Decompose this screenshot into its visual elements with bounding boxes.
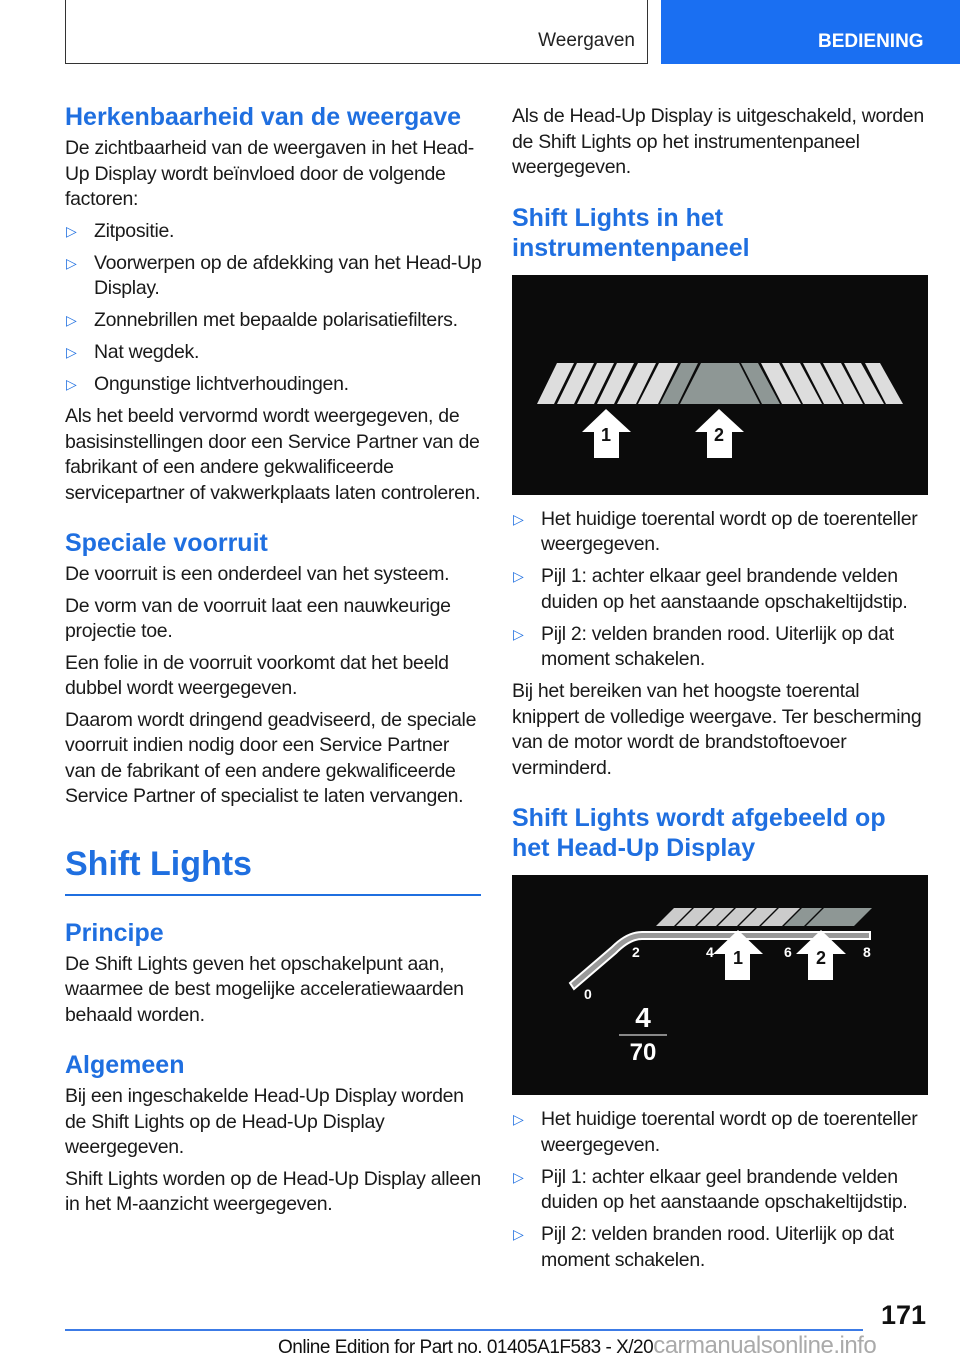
paragraph: Shift Lights worden op de Head-Up Display alleen in het M-aanzicht weergegeven. bbox=[65, 1167, 481, 1215]
cluster-explanation-list bbox=[512, 507, 930, 673]
list-item: ▷ Het huidige toerental wordt op de toerenteller weergegeven. bbox=[513, 1108, 918, 1156]
edition-text: Online Edition for Part no. 01405A1F583 - X/20 bbox=[278, 1337, 654, 1358]
scale-label: 2 bbox=[632, 944, 640, 960]
triangle-bullet-icon: ▷ bbox=[66, 254, 77, 271]
list-item: ▷ Ongunstige lichtverhoudingen. bbox=[65, 372, 483, 398]
paragraph: Bij het bereiken van het hoogste toerental knippert de volledige weergave. Ter bescherming van de motor wordt de brandstoftoevoer verminderd. bbox=[512, 680, 922, 779]
triangle-bullet-icon: ▷ bbox=[513, 1168, 524, 1185]
heading-windscreen: Speciale voorruit bbox=[65, 529, 268, 557]
arrow-2-label: 2 bbox=[713, 424, 725, 445]
triangle-bullet-icon: ▷ bbox=[66, 376, 77, 392]
triangle-bullet-icon: ▷ bbox=[513, 625, 524, 642]
triangle-bullet-icon: ▷ bbox=[66, 222, 77, 239]
triangle-bullet-icon: ▷ bbox=[513, 1226, 524, 1242]
triangle-bullet-icon: ▷ bbox=[66, 312, 77, 328]
triangle-bullet-icon: ▷ bbox=[513, 568, 524, 584]
paragraph: De zichtbaarheid van de weergaven in het Head-Up Display wordt beïnvloed door de volgende factoren: bbox=[65, 137, 474, 210]
cluster-shift-lights-figure bbox=[512, 275, 928, 495]
heading-principle: Principe bbox=[65, 918, 164, 947]
triangle-bullet-icon: ▷ bbox=[513, 1111, 524, 1127]
shift-light-segments bbox=[656, 908, 872, 926]
speed-indicator: 70 bbox=[629, 1039, 657, 1066]
scale-label: 0 bbox=[584, 986, 592, 1002]
list-item: ▷ Het huidige toerental wordt op de toerenteller weergegeven. bbox=[513, 507, 918, 555]
arrow-1-label: 1 bbox=[600, 424, 612, 445]
right-column bbox=[512, 104, 930, 1280]
heading-hud: Shift Lights wordt afgebeeld op het Head-Up Display bbox=[512, 804, 886, 862]
arrow-2-icon bbox=[695, 409, 744, 458]
heading-visibility: Herkenbaarheid van de weergave bbox=[65, 103, 462, 131]
list-item: ▷ Pijl 1: achter elkaar geel brandende velden duiden op het aanstaande opschakeltijdstip. bbox=[513, 565, 908, 613]
gear-speed-divider bbox=[619, 1034, 667, 1036]
header-box bbox=[65, 0, 648, 64]
heading-cluster: Shift Lights in het instrumentenpaneel bbox=[512, 203, 750, 262]
list-item: ▷ Zonnebrillen met bepaalde polarisatiefilters. bbox=[65, 308, 483, 334]
scale-label: 8 bbox=[863, 944, 871, 960]
list-item: ▷ Zitpositie. bbox=[65, 219, 483, 245]
shift-light-segments bbox=[537, 363, 903, 404]
paragraph: Daarom wordt dringend geadviseerd, de speciale voorruit indien nodig door een Service Partner van de fabrikant of een andere gekwalificeerde Service Partner of specialist te laten vervangen. bbox=[65, 708, 477, 807]
paragraph: De Shift Lights geven het opschakelpunt aan, waarmee de best mogelijke acceleratiewaarden behaald worden. bbox=[65, 952, 464, 1026]
gear-indicator: 4 bbox=[635, 1002, 651, 1033]
list-item: ▷ Nat wegdek. bbox=[65, 340, 483, 366]
paragraph: Een folie in de voorruit voorkomt dat het beeld dubbel wordt weergegeven. bbox=[65, 651, 449, 699]
list-item: ▷ Voorwerpen op de afdekking van het Head-Up Display. bbox=[66, 251, 482, 299]
heading-shift-lights: Shift Lights bbox=[65, 844, 252, 883]
paragraph: Bij een ingeschakelde Head-Up Display worden de Shift Lights op de Head-Up Display weergegeven. bbox=[65, 1085, 464, 1158]
paragraph: De voorruit is een onderdeel van het systeem. bbox=[65, 563, 450, 585]
list-item: ▷ Pijl 2: velden branden rood. Uiterlijk op dat moment schakelen. bbox=[513, 622, 894, 670]
section-divider bbox=[65, 894, 481, 896]
arrow-1-icon bbox=[582, 409, 631, 458]
chapter-tab: BEDIENING bbox=[661, 0, 960, 64]
triangle-bullet-icon: ▷ bbox=[513, 510, 524, 527]
page-number: 171 bbox=[880, 1300, 926, 1330]
heading-general: Algemeen bbox=[65, 1051, 185, 1079]
arrow-1-label: 1 bbox=[732, 948, 744, 968]
list-item: ▷ Pijl 1: achter elkaar geel brandende velden duiden op het aanstaande opschakeltijdstip. bbox=[513, 1165, 908, 1213]
paragraph: De vorm van de voorruit laat een nauwkeurige projectie toe. bbox=[65, 594, 451, 642]
paragraph: Als de Head-Up Display is uitgeschakeld, worden de Shift Lights op het instrumentenpaneel weergegeven. bbox=[512, 105, 924, 178]
scale-label: 4 bbox=[706, 944, 714, 960]
footer-divider bbox=[65, 1329, 863, 1331]
paragraph: Als het beeld vervormd wordt weergegeven, de basisinstellingen door een Service Partner van de fabrikant of een andere gekwalificeerde servicepartner of vakwerkplaats laten controleren. bbox=[65, 405, 481, 504]
section-title: Weergaven bbox=[538, 30, 635, 51]
left-column bbox=[65, 102, 483, 1224]
scale-label: 6 bbox=[784, 944, 792, 960]
hud-explanation-list bbox=[512, 1107, 930, 1273]
hud-shift-lights-figure bbox=[512, 875, 928, 1095]
list-item: ▷ Pijl 2: velden branden rood. Uiterlijk op dat moment schakelen. bbox=[513, 1223, 894, 1271]
triangle-bullet-icon: ▷ bbox=[66, 344, 77, 360]
footer bbox=[278, 1332, 876, 1360]
arrow-2-label: 2 bbox=[815, 948, 827, 968]
factor-list bbox=[65, 219, 483, 398]
watermark: carmanualsonline.info bbox=[653, 1332, 877, 1359]
